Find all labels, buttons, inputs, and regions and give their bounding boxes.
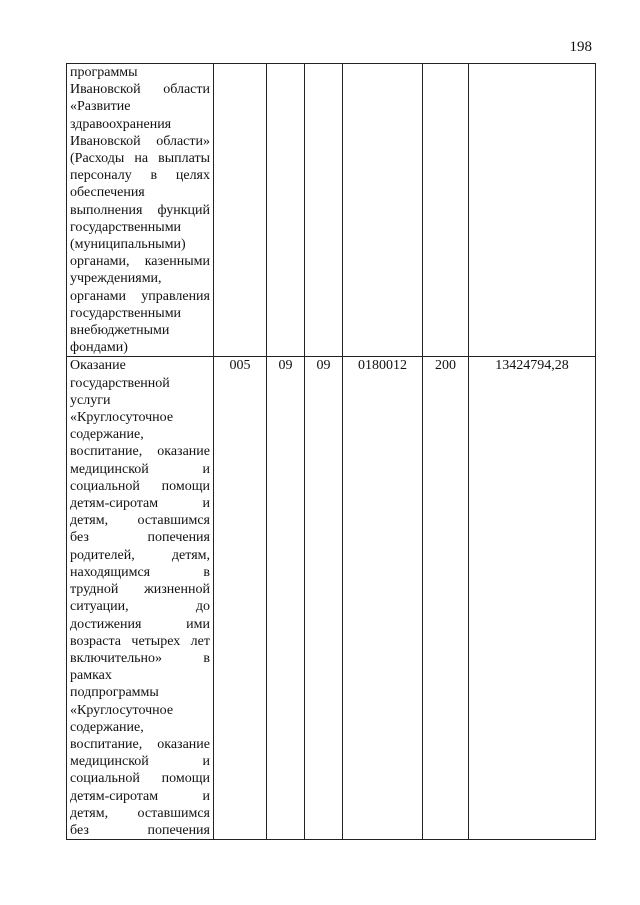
description-line: «Круглосуточное: [70, 702, 174, 718]
description-line: органами, казенными: [70, 254, 210, 270]
description-line: обеспечения: [70, 185, 145, 201]
description-line: услуги: [70, 392, 111, 408]
description-line: здравоохранения: [70, 116, 172, 132]
description-line: социальной помощи: [70, 771, 210, 787]
section-cell: 09: [267, 357, 305, 840]
expense-type-cell: [423, 64, 469, 357]
description-line: программы: [70, 65, 138, 80]
description-line: достижения ими: [70, 616, 210, 632]
target-article-cell: 0180012: [343, 357, 423, 840]
description-line: воспитание, оказание: [70, 444, 210, 460]
description-line: содержание,: [70, 719, 144, 735]
description-line: без попечения: [70, 822, 210, 838]
description-line: органами управления: [70, 288, 210, 304]
description-line: воспитание, оказание: [70, 736, 210, 752]
description-line: фондами): [70, 340, 128, 356]
description-line: находящимся в: [70, 564, 210, 580]
subsection-cell: [305, 64, 343, 357]
description-line: включительно» в: [70, 650, 210, 666]
table-body: [67, 64, 596, 840]
description-line: персоналу в целях: [70, 168, 210, 184]
description-line: государственными: [70, 305, 182, 321]
description-line: рамках: [70, 668, 112, 684]
description-line: без попечения: [70, 530, 210, 546]
table-row: [67, 357, 596, 840]
description-line: Ивановской области: [70, 82, 210, 98]
description-line: родителей, детям,: [70, 547, 210, 563]
amount-cell: 13424794,28: [469, 357, 596, 840]
description-line: детям, оставшимся: [70, 513, 210, 529]
description-line: выполнения функций: [70, 202, 210, 218]
description-line: подпрограммы: [70, 685, 159, 701]
description-line: медицинской и: [70, 754, 210, 770]
target-article-cell: [343, 64, 423, 357]
description-line: Ивановской области»: [70, 133, 210, 149]
description-line: Оказание: [70, 358, 126, 374]
description-cell: [67, 64, 214, 357]
description-line: медицинской и: [70, 461, 210, 477]
description-line: «Круглосуточное: [70, 410, 174, 426]
subsection-cell: 09: [305, 357, 343, 840]
description-line: возраста четырех лет: [70, 633, 210, 649]
ministry-cell: 005: [214, 357, 267, 840]
description-line: трудной жизненной: [70, 582, 210, 598]
budget-table: [66, 63, 596, 840]
description-line: учреждениями,: [70, 271, 162, 287]
description-line: детям-сиротам и: [70, 496, 210, 512]
description-line: государственной: [70, 375, 170, 391]
description-line: социальной помощи: [70, 478, 210, 494]
description-line: ситуации, до: [70, 599, 210, 615]
description-cell: [67, 357, 214, 840]
description-line: внебюджетными: [70, 323, 170, 339]
description-line: детям, оставшимся: [70, 805, 210, 821]
description-line: содержание,: [70, 427, 144, 443]
page-number: 198: [569, 39, 592, 55]
section-cell: [267, 64, 305, 357]
description-line: государственными: [70, 219, 182, 235]
description-line: «Развитие: [70, 99, 131, 115]
amount-cell: [469, 64, 596, 357]
table-row: [67, 64, 596, 357]
ministry-cell: [214, 64, 267, 357]
description-line: детям-сиротам и: [70, 788, 210, 804]
expense-type-cell: 200: [423, 357, 469, 840]
description-line: (Расходы на выплаты: [70, 151, 210, 167]
description-line: (муниципальными): [70, 237, 186, 253]
